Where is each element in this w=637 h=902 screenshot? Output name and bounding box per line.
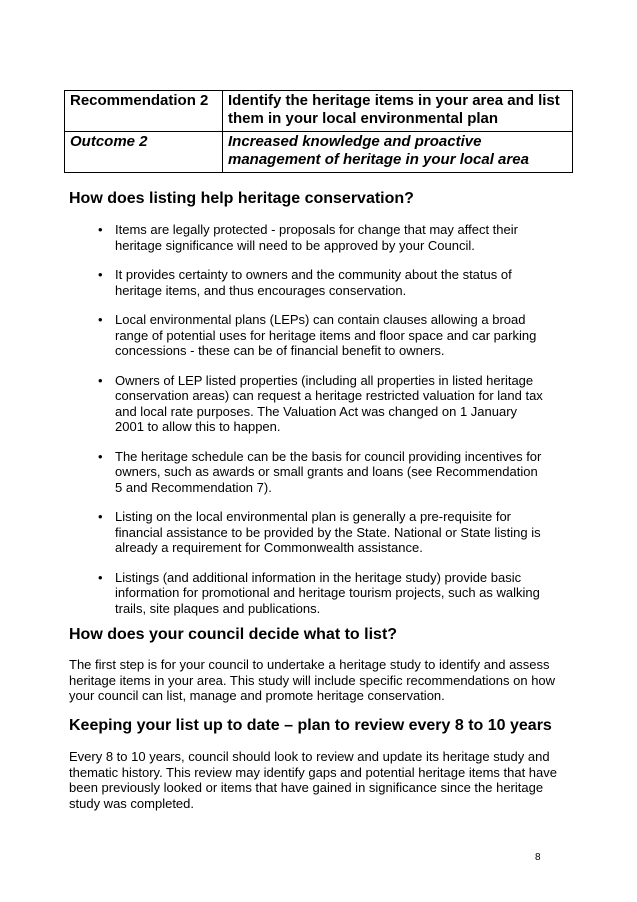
list-item: • Items are legally protected - proposals for change that may affect their heritage significance will need to be approved by your Council. [95,222,545,253]
deciding-paragraph: The first step is for your council to undertake a heritage study to identify and assess heritage items in your area. This study will include specific recommendations on how your council can list, manage and promote heritage conservation. [69,657,556,703]
list-item: • Listings (and additional information in the heritage study) provide basic information for promotional and heritage tourism projects, such as walking trails, site plaques and publications. [95,570,545,617]
review-paragraph: Every 8 to 10 years, council should look to review and update its heritage study and thematic history. This review may identify gaps and potential heritage items that have been previously looked or items that have gained in significance since the heritage study was completed. [69,749,557,811]
section-heading-keeping-list-up-to-date: Keeping your list up to date – plan to review every 8 to 10 years [69,717,552,734]
benefits-bullet-list [95,222,545,616]
list-item: • Listing on the local environmental plan is generally a pre-requisite for financial assistance to be provided by the State. National or State listing is already a requirement for Commonwealth assistance. [95,509,545,556]
list-item: • Local environmental plans (LEPs) can contain clauses allowing a broad range of potential uses for heritage items and floor space and car parking concessions - these can be of financial benefit to owners. [95,312,545,359]
outcome-text: Increased knowledge and proactive management of heritage in your local area [223,132,573,173]
section-heading-listing-benefits: How does listing help heritage conservation? [69,190,414,207]
outcome-label: Outcome 2 [65,132,223,173]
list-item: • The heritage schedule can be the basis for council providing incentives for owners, such as awards or small grants and loans (see Recommendation 5 and Recommendation 7). [95,449,545,496]
recommendation-table [64,90,573,173]
list-item: • Owners of LEP listed properties (including all properties in listed heritage conservation areas) can request a heritage restricted valuation for land tax and local rate purposes. The Valuation Act was changed on 1 January 2001 to allow this to happen. [95,373,545,435]
recommendation-text: Identify the heritage items in your area and list them in your local environmental plan [223,91,573,132]
list-item: • It provides certainty to owners and the community about the status of heritage items, and thus encourages conservation. [95,267,545,298]
outcome-row [65,132,573,173]
page-number: 8 [535,852,541,863]
recommendation-label: Recommendation 2 [65,91,223,132]
recommendation-row [65,91,573,132]
section-heading-deciding-what-to-list: How does your council decide what to list? [69,626,398,643]
